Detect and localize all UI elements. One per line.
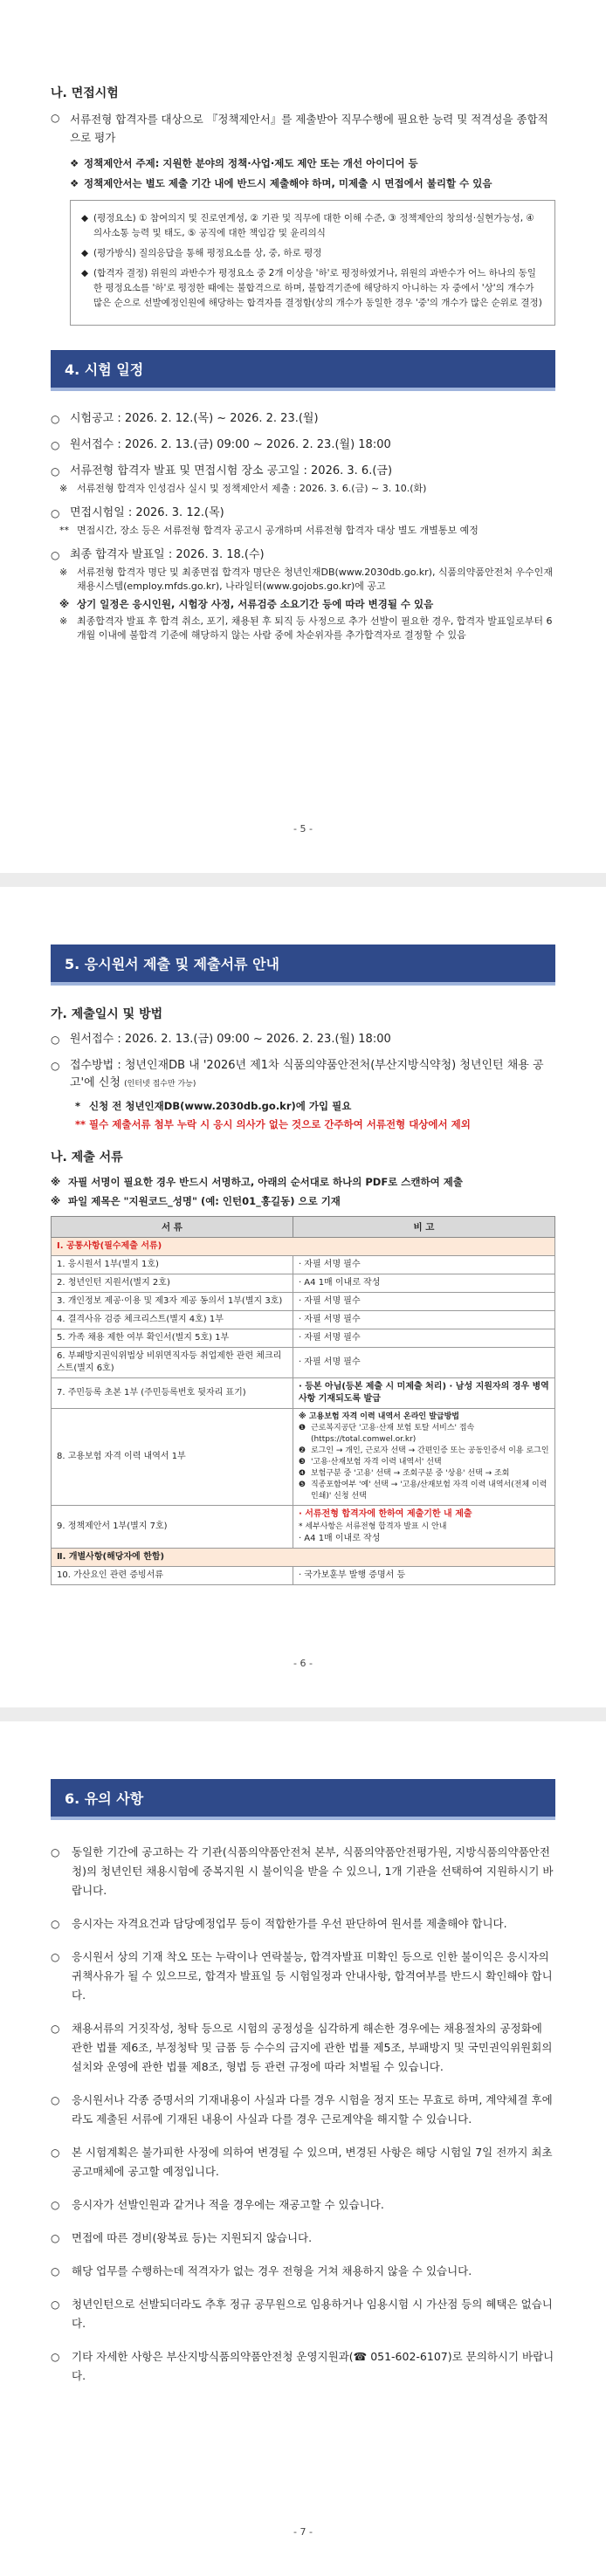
note-mark: ※ [59,483,68,494]
double-star-mark: ** [59,525,69,536]
schedule-interview-text: 면접시험일 : 2026. 3. 12.(목) [70,506,224,519]
remark-red: · 서류전형 합격자에 한하여 제출기한 내 제출 [298,1509,472,1519]
remark-cell: · 자필 서명 필수 [293,1311,554,1329]
schedule-apply [51,436,555,454]
file-note-text: 파일 제목은 "지원코드_성명" (예: 인턴01_홍길동) 으로 기재 [68,1195,341,1207]
schedule-notice [51,410,555,428]
file-note [51,1193,555,1209]
interview-note-text: 면접시간, 장소 등은 서류전형 합격자 공고시 공개하며 서류전형 합격자 대상 별도 개별통보 예정 [77,525,479,536]
caution-item [51,1843,555,1900]
table-row [52,1274,555,1293]
evaluation-factors-text: (평정요소) ① 참여의지 및 진로연계성, ② 기관 및 직무에 대한 이해 수준, ③ 정책제안의 창의성·실현가능성, ④ 의사소통 능력 및 태도, ⑤ 공직에 대한 책임감 및 윤리의식 [93,213,534,238]
remark-cell [293,1506,554,1549]
doc-cell: 10. 가산요인 관련 증빙서류 [52,1567,293,1585]
evaluation-factors [81,211,544,241]
schedule-final [51,546,555,564]
page-number: - 7 - [293,2526,313,2538]
circle-bullet: ○ [51,2023,60,2035]
subheading-interview: 나. 면접시험 [51,86,119,100]
circle-bullet: ○ [51,413,60,425]
note-mark: ※ [59,598,70,610]
sign-note [51,1174,555,1190]
caution-text: 기타 자세한 사항은 부산지방식품의약품안전청 운영지원과(☎ 051-602-6107)로 문의하시기 바랍니다. [72,2350,554,2382]
evaluation-method [81,246,544,261]
caution-text: 응시자가 선발인원과 같거나 적을 경우에는 재공고할 수 있습니다. [72,2198,384,2211]
page-number: - 6 - [293,1658,313,1669]
doc-cell: 5. 가족 채용 제한 여부 확인서(별지 5호) 1부 [52,1329,293,1348]
caution-item [51,2195,555,2215]
caution-item [51,2262,555,2281]
remark-last: · A4 1매 이내로 작성 [298,1534,381,1543]
policy-topic-text: 정책제안서 주제: 지원한 분야의 정책·사업·제도 제안 또는 개선 아이디어 등 [84,157,418,169]
interview-intro-text: 서류전형 합격자를 대상으로 『정책제안서』를 제출받아 직무수행에 필요한 능력 및 적격성을 종합적으로 평가 [70,113,548,144]
doc-cell: 6. 부패방지권익위법상 비위면직자등 취업제한 관련 체크리스트(별지 6호) [52,1348,293,1378]
change-note-text: 상기 일정은 응시인원, 시험장 사정, 서류검증 소요기간 등에 따라 변경될 수 있음 [77,598,434,610]
note-mark: ※ [59,567,68,578]
documents-table [51,1216,555,1585]
policy-topic-item [70,155,555,171]
doc-cell: 3. 개인정보 제공·이용 및 제3자 제공 동의서 1부(별지 3호) [52,1293,293,1311]
p2-method-text: 접수방법 : 청년인재DB 내 '2026년 제1차 식품의약품안전처(부산지방식약청) 청년인턴 채용 공고'에 신청 [70,1059,544,1089]
step-5-icon: ❺ [298,1480,306,1489]
interview-note [59,524,555,538]
p2-apply-text: 원서접수 : 2026. 2. 13.(금) 09:00 ~ 2026. 2. 23.(월) 18:00 [70,1033,391,1046]
circle-bullet: ○ [51,112,60,124]
table-row [52,1329,555,1348]
evaluation-box [70,200,555,326]
page-7 [0,1721,606,2576]
doc-cell: 1. 응시원서 1부(별지 1호) [52,1256,293,1274]
pass-decision-text: (합격자 결정) 위원의 과반수가 평정요소 중 2개 이상을 '하'로 평정하였거나, 위원의 과반수가 어느 하나의 동일한 평정요소를 '하'로 평정한 때에는 불합격으로 하며, 불합격기준에 해당하지 아니하는 자 중에서 '상'의 개수가 많은 순으로 선발예정인원에 해당하는 합격자를 결정함(상의 개수가 동일한 경우 '중'의 개수가 많은 순위로 결정) [93,268,542,308]
table-row [52,1567,555,1585]
caution-item [51,2019,555,2077]
schedule-interview [51,505,555,522]
schedule-apply-text: 원서접수 : 2026. 2. 13.(금) 09:00 ~ 2026. 2. 23.(월) 18:00 [70,438,391,451]
doc-result-note-text: 서류전형 합격자 인성검사 실시 및 정책제안서 제출 : 2026. 3. 6.(금) ~ 3. 10.(화) [77,483,427,494]
table-row [52,1378,555,1409]
pass-decision [81,266,544,311]
header-remarks: 비 고 [293,1217,554,1238]
policy-deadline-item [70,175,555,191]
extra-note-text: 최종합격자 발표 후 합격 취소, 포기, 채용된 후 퇴직 등 사정으로 추가 선발이 필요한 경우, 합격자 발표일로부터 6개월 이내에 불합격 기준에 해당하지 않는 사람 중에 차순위자를 추가합격자로 결정할 수 있음 [77,615,553,641]
caution-text: 응시원서나 각종 증명서의 기재내용이 사실과 다를 경우 시험을 정지 또는 무효로 하며, 계약체결 후에라도 제출된 서류에 기재된 내용이 사실과 다를 경우 근로계약을 해지할 수 있습니다. [72,2093,553,2126]
doc-result-note [59,482,555,496]
caution-item [51,2229,555,2248]
circle-bullet: ○ [51,465,60,477]
doc-cell: 9. 정책제안서 1부(별지 7호) [52,1506,293,1549]
circle-bullet: ○ [51,1951,60,1963]
p2-method [51,1057,555,1093]
category-common: Ⅰ. 공통사항(필수제출 서류) [52,1238,555,1256]
caution-text: 응시원서 상의 기재 착오 또는 누락이나 연락불능, 합격자발표 미확인 등으로 인한 불이익은 응시자의 귀책사유가 될 수 있으므로, 합격자 발표일 등 시험일정과 안내사항, 합격여부를 반드시 확인해야 합니다. [72,1950,553,2002]
diamond-icon: ◆ [81,248,89,258]
caution-text: 면접에 따른 경비(왕복료 등)는 지원되지 않습니다. [72,2231,313,2244]
circle-bullet: ○ [51,1060,60,1072]
subheading-method: 가. 제출일시 및 방법 [51,1007,163,1021]
table-row [52,1256,555,1274]
circle-bullet: ○ [51,1034,60,1046]
final-note [59,566,555,594]
table-row [52,1293,555,1311]
caution-text: 동일한 기간에 공고하는 각 기관(식품의약품안전처 본부, 식품의약품안전평가원, 지방식품의약품안전청)의 청년인턴 채용시험에 중복지원 시 불이익을 받을 수 있으니, 1개 기관을 선택하여 지원하시기 바랍니다. [72,1845,554,1897]
table-row [52,1348,555,1378]
caution-item [51,2143,555,2181]
diamond-bullet: ❖ [70,157,79,169]
section-title-schedule: 4. 시험 일정 [51,350,555,391]
guide-title: ※ 고용보험 자격 이력 내역서 온라인 발급방법 [298,1412,459,1421]
category-individual: Ⅱ. 개별사항(해당자에 한함) [52,1549,555,1567]
double-star-mark: ** [75,1118,86,1130]
circle-bullet: ○ [51,2094,60,2106]
circle-bullet: ○ [51,507,60,519]
caution-text: 본 시험계획은 불가피한 사정에 의하여 변경될 수 있으며, 변경된 사항은 해당 시험일 7일 전까지 최초 공고매체에 공고할 예정입니다. [72,2146,553,2178]
note-mark: ※ [51,1195,61,1207]
remark-cell: · 자필 서명 필수 [293,1348,554,1378]
section-title-cautions: 6. 유의 사항 [51,1779,555,1820]
schedule-final-text: 최종 합격자 발표일 : 2026. 3. 18.(수) [70,548,265,561]
warning-note [75,1116,555,1132]
signup-note-text: 신청 전 청년인재DB(www.2030db.go.kr)에 가입 필요 [89,1100,352,1112]
remark-cell: · 자필 서명 필수 [293,1293,554,1311]
remark-cell-guide [293,1409,554,1506]
note-mark: ※ [51,1176,61,1188]
remark-cell: · 자필 서명 필수 [293,1329,554,1348]
guide-step: 로그인 → 개인, 근로자 선택 → 간편인증 또는 공동인증서 이용 로그인 [310,1446,549,1455]
caution-item [51,1914,555,1934]
p2-method-small: (인터넷 접수만 가능) [124,1080,196,1089]
signup-note [75,1098,555,1114]
interview-intro [51,110,555,147]
table-row [52,1311,555,1329]
circle-bullet: ○ [51,2232,60,2244]
extra-note [59,615,555,642]
diamond-bullet: ❖ [70,177,79,189]
policy-deadline-text: 정책제안서는 별도 제출 기간 내에 반드시 제출해야 하며, 미제출 시 면접에서 불리할 수 있음 [84,177,492,189]
circle-bullet: ○ [51,439,60,451]
doc-cell: 7. 주민등록 초본 1부 (주민등록번호 뒷자리 표기) [52,1378,293,1409]
circle-bullet: ○ [51,2199,60,2211]
remark-cell: · 자필 서명 필수 [293,1256,554,1274]
caution-text: 청년인턴으로 선발되더라도 추후 정규 공무원으로 임용하거나 임용시험 시 가산점 등의 혜택은 없습니다. [72,2298,553,2330]
diamond-icon: ◆ [81,268,89,278]
doc-cell: 4. 결격사유 검증 체크리스트(별지 4호) 1부 [52,1311,293,1329]
table-row [52,1506,555,1549]
schedule-doc-result-text: 서류전형 합격자 발표 및 면접시험 장소 공고일 : 2026. 3. 6.(금) [70,464,393,477]
caution-item [51,2091,555,2129]
caution-text: 응시자는 자격요건과 담당예정업무 등이 적합한가를 우선 판단하여 원서를 제출해야 합니다. [72,1917,507,1930]
remark-cell: · 등본 아님(등본 제출 시 미제출 처리) · 남성 지원자의 경우 병역사항 기재되도록 발급 [293,1378,554,1409]
evaluation-method-text: (평가방식) 질의응답을 통해 평정요소를 상, 중, 하로 평정 [93,248,322,258]
guide-step: '고용·산재보험 자격 이력 내역서' 선택 [310,1458,442,1467]
guide-step: 보험구분 중 '고용' 선택 → 조회구분 중 '상용' 선택 → 조회 [310,1469,510,1478]
guide-step: 근로복지공단 '고용·산재 보험 토탈 서비스' 접속 (https://total.comwel.or.kr) [310,1424,475,1444]
circle-bullet: ○ [51,2298,60,2311]
diamond-icon: ◆ [81,213,89,223]
step-3-icon: ❸ [298,1458,306,1467]
table-row [52,1409,555,1506]
caution-text: 해당 업무를 수행하는데 적격자가 없는 경우 전형을 거쳐 채용하지 않을 수 있습니다. [72,2264,472,2277]
page-number: - 5 - [293,823,313,835]
header-documents: 서 류 [52,1217,293,1238]
remark-cell: · A4 1매 이내로 작성 [293,1274,554,1293]
caution-item [51,1947,555,2005]
circle-bullet: ○ [51,2265,60,2277]
section-title-submission: 5. 응시원서 제출 및 제출서류 안내 [51,945,555,986]
p2-apply [51,1031,555,1048]
circle-bullet: ○ [51,2147,60,2159]
caution-item [51,2347,555,2386]
final-note-text: 서류전형 합격자 명단 및 최종면접 합격자 명단은 청년인재DB(www.2030db.go.kr), 식품의약품안전처 우수인재채용시스템(employ.mfds.go.kr), 나라일터(www.gojobs.go.kr)에 공고 [77,567,553,592]
caution-item [51,2295,555,2333]
step-1-icon: ❶ [298,1424,306,1432]
step-2-icon: ❷ [298,1446,306,1455]
remark-cell: · 국가보훈부 발행 증명서 등 [293,1567,554,1585]
doc-cell: 2. 청년인턴 지원서(별지 2호) [52,1274,293,1293]
circle-bullet: ○ [51,1846,60,1858]
page-5 [0,0,606,873]
page-6 [0,887,606,1707]
schedule-doc-result [51,463,555,480]
caution-text: 채용서류의 거짓작성, 청탁 등으로 시험의 공정성을 심각하게 해손한 경우에는 채용절차의 공정화에 관한 법률 제6조, 부정청탁 및 금품 등 수수의 금지에 관한 법률 제5조, 부패방지 및 국민권익위원회의 설치와 운영에 관한 법률 제8조, 형법 등 관련 규정에 따라 처벌될 수 있습니다. [72,2022,553,2073]
note-mark: ※ [59,615,68,627]
schedule-notice-text: 시험공고 : 2026. 2. 12.(목) ~ 2026. 2. 23.(월) [70,412,319,425]
change-note [59,597,555,611]
circle-bullet: ○ [51,549,60,561]
subheading-documents: 나. 제출 서류 [51,1151,123,1164]
warning-note-text: 필수 제출서류 첨부 누락 시 응시 의사가 없는 것으로 간주하여 서류전형 대상에서 제외 [89,1118,471,1130]
guide-step: 직종포함여부 '예' 선택 → '고용/산재보험 자격 이력 내역서(전체 이력 인쇄)' 신청 선택 [310,1480,547,1501]
step-4-icon: ❹ [298,1469,306,1478]
remark-sub: * 세부사항은 서류전형 합격자 발표 시 안내 [298,1522,447,1531]
circle-bullet: ○ [51,1918,60,1930]
doc-cell: 8. 고용보험 자격 이력 내역서 1부 [52,1409,293,1506]
star-mark: * [75,1100,81,1112]
sign-note-text: 자필 서명이 필요한 경우 반드시 서명하고, 아래의 순서대로 하나의 PDF로 스캔하여 제출 [68,1176,463,1188]
circle-bullet: ○ [51,2351,60,2363]
